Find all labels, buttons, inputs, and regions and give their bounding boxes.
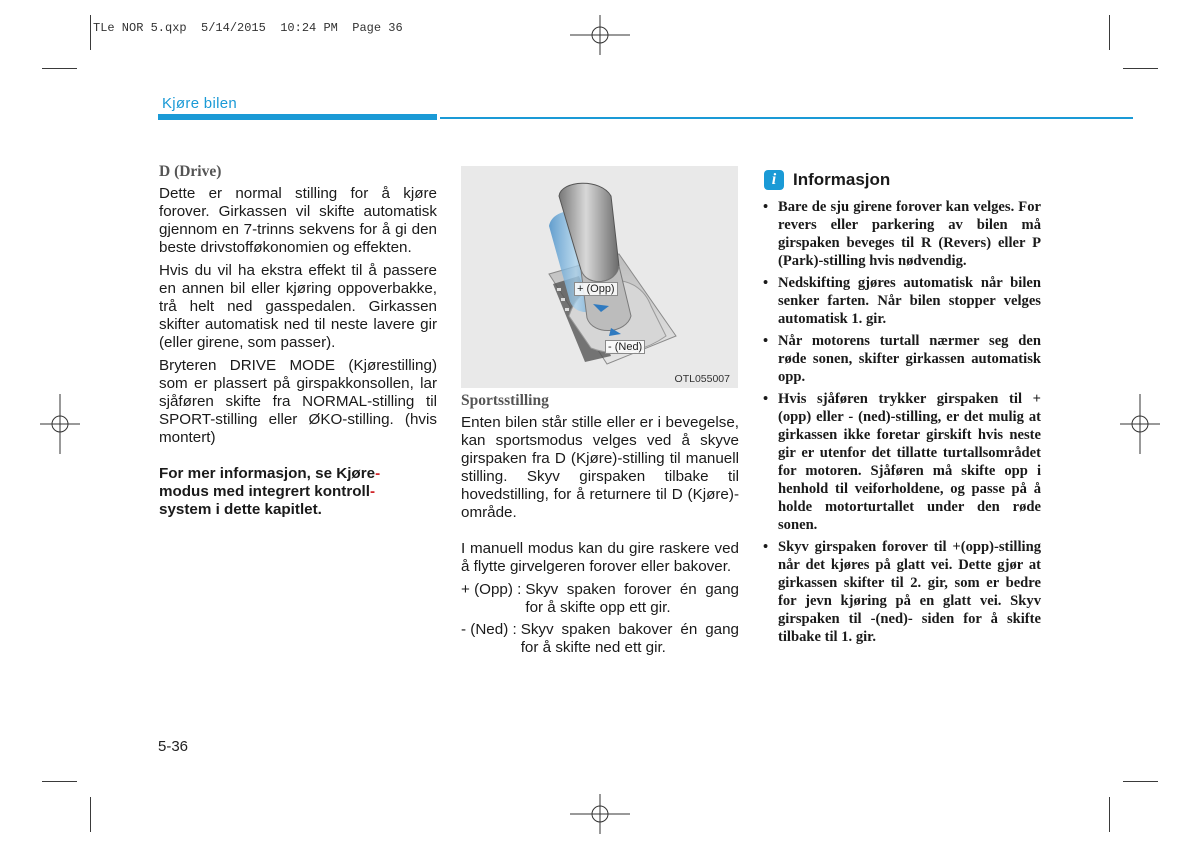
- crop-mark-tl-h: [42, 68, 77, 69]
- info-title: Informasjon: [793, 170, 891, 189]
- info-item: • Når motorens turtall nærmer seg den røde sonen, skifter girkassen automatisk opp.: [762, 332, 1041, 386]
- sport-paragraph-2: I manuell modus kan du gire raskere ved å flytte girvelgeren forover eller bakover.: [461, 540, 739, 575]
- crop-mark-br-h: [1123, 781, 1158, 782]
- crop-mark-tr-v: [1109, 15, 1110, 50]
- figure-label-down: - (Ned): [605, 340, 645, 354]
- column-1: [159, 163, 437, 524]
- info-icon: i: [764, 170, 784, 190]
- definition-up-term: + (Opp) :: [461, 581, 522, 598]
- page-number: 5-36: [158, 738, 189, 755]
- info-header: [764, 170, 890, 190]
- definition-up: [461, 581, 739, 617]
- crop-mark-br-v: [1109, 797, 1110, 832]
- info-item: • Bare de sju girene forover kan velges. For revers eller parkering av bilen må girspaken beveges til R (Revers) eller P (Park)-stilling hvis nødvendig.: [762, 198, 1041, 270]
- figure-label-up: + (Opp): [574, 282, 618, 296]
- sport-heading: Sportsstilling: [461, 392, 549, 409]
- crop-mark-bl-v: [90, 797, 91, 832]
- definition-down-desc: Skyv spaken bakover én gang for å skifte ned ett gir.: [520, 621, 739, 656]
- drive-paragraph-2: Hvis du vil ha ekstra effekt til å passere en annen bil eller kjøring oppoverbakke, trå helt ned gasspedalen. Girkassen skifter automatisk ned til neste lavere gir (eller girene, som passer).: [159, 262, 437, 351]
- definition-up-desc: Skyv spaken forover én gang for å skifte opp ett gir.: [525, 581, 739, 616]
- info-list: [762, 198, 1041, 650]
- section-title: Kjøre bilen: [162, 95, 237, 112]
- info-item: • Skyv girspaken forover til +(opp)-stilling når det kjøres på glatt vei. Dette gjør at girkassen skifter til 2. gir, som er bedre for jevn kjøring på en glatt vei. Skyv girspaken til -(ned)- siden for å skifte tilbake til 1. gir.: [762, 538, 1041, 646]
- drive-paragraph-1: Dette er normal stilling for å kjøre forover. Girkassen vil skifte automatisk gjennom en 7-trinns sekvens for å gi den beste drivstofføkonomien og effekten.: [159, 185, 437, 256]
- info-item: • Nedskifting gjøres automatisk når bilen senker farten. Når bilen stopper velges automatisk 1. gir.: [762, 274, 1041, 328]
- more-info-note: For mer informasjon, se Kjøre- modus med integrert kontroll- system i dette kapitlet.: [159, 465, 381, 518]
- drive-paragraph-3: Bryteren DRIVE MODE (Kjørestilling) som er plassert på girspakkonsollen, lar sjåføren skifte fra NORMAL-stilling til SPORT-stilling eller ØKO-stilling. (hvis montert): [159, 357, 437, 446]
- info-item: • Hvis sjåføren trykker girspaken til + (opp) eller - (ned)-stilling, er det mulig at girkassen ikke foretar girskift hvis neste gir er utenfor det tillatte turtallsområdet for motoren. Sjåføren må skifte opp i henhold til veiforholdene, og passe på å holde motorturtallet under den røde sonen.: [762, 390, 1041, 534]
- figure-code: OTL055007: [674, 373, 730, 385]
- registration-mark-top: [570, 15, 630, 55]
- header-bar-thick: [158, 114, 437, 120]
- print-slug: TLe NOR 5.qxp 5/14/2015 10:24 PM Page 36: [93, 21, 403, 35]
- column-2: [461, 392, 739, 661]
- registration-mark-right: [1120, 394, 1160, 454]
- gear-shifter-figure: [461, 166, 738, 388]
- registration-mark-bottom: [570, 794, 630, 834]
- crop-mark-tl-v: [90, 15, 91, 50]
- drive-heading: D (Drive): [159, 163, 222, 180]
- registration-mark-left: [40, 394, 80, 454]
- definition-down-term: - (Ned) :: [461, 621, 517, 638]
- crop-mark-tr-h: [1123, 68, 1158, 69]
- header-bar-thin: [440, 117, 1133, 119]
- gear-shifter-illustration: [461, 166, 738, 388]
- sport-paragraph-1: Enten bilen står stille eller er i bevegelse, kan sportsmodus velges ved å skyve girspaken fra D (Kjøre)-stilling til manuell stilling. Skyv girspaken tilbake til hovedstilling, for å returnere til D (Kjøre)- område.: [461, 414, 739, 521]
- definition-down: [461, 621, 739, 657]
- crop-mark-bl-h: [42, 781, 77, 782]
